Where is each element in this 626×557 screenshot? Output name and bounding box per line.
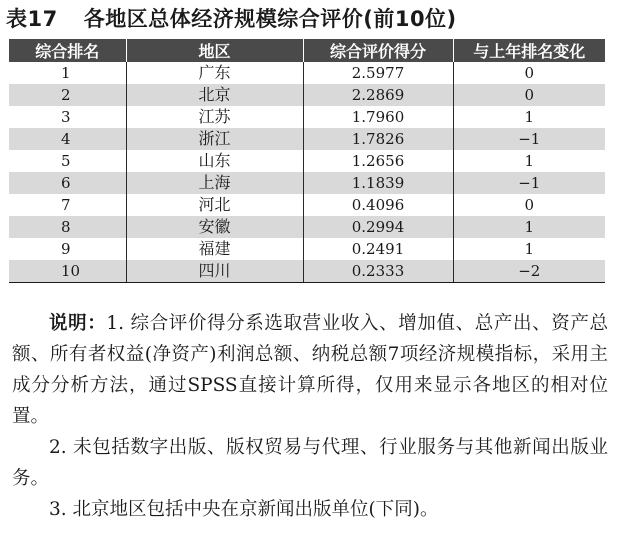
region-cell: 河北	[126, 194, 303, 216]
score-cell: 1.7960	[303, 106, 453, 128]
score-cell: 1.2656	[303, 150, 453, 172]
header-change: 与上年排名变化	[453, 39, 605, 62]
note-1-text: 1. 综合评价得分系选取营业收入、增加值、总产出、资产总额、所有者权益(净资产)利润总额、纳税总额7项经济规模指标，采用主成分分析方法，通过SPSS直接计算所得，仅用来显示各地区的相对位置。	[12, 313, 608, 427]
table-row	[9, 238, 605, 260]
score-cell: 0.4096	[303, 194, 453, 216]
table-row	[9, 106, 605, 128]
table-row	[9, 260, 605, 283]
region-cell: 江苏	[126, 106, 303, 128]
note-3: 3. 北京地区包括中央在京新闻出版单位(下同)。	[49, 499, 439, 520]
header-rank: 综合排名	[9, 39, 126, 62]
score-cell: 2.2869	[303, 84, 453, 106]
change-cell: 1	[453, 238, 605, 260]
change-cell: −2	[453, 260, 605, 283]
rank-cell: 5	[9, 150, 126, 172]
rank-cell: 6	[9, 172, 126, 194]
ranking-table	[9, 39, 605, 283]
table-notes	[12, 308, 608, 525]
change-cell: −1	[453, 128, 605, 150]
table-row	[9, 150, 605, 172]
rank-cell: 1	[9, 62, 126, 84]
change-cell: 1	[453, 106, 605, 128]
rank-cell: 8	[9, 216, 126, 238]
header-row	[9, 39, 605, 62]
change-cell: 0	[453, 84, 605, 106]
header-region: 地区	[126, 39, 303, 62]
score-cell: 0.2333	[303, 260, 453, 283]
change-cell: 0	[453, 194, 605, 216]
rank-cell: 2	[9, 84, 126, 106]
table-caption: 各地区总体经济规模综合评价(前10位)	[83, 7, 457, 31]
change-cell: −1	[453, 172, 605, 194]
rank-cell: 7	[9, 194, 126, 216]
table-row	[9, 128, 605, 150]
table-row	[9, 172, 605, 194]
rank-cell: 10	[9, 260, 126, 283]
score-cell: 2.5977	[303, 62, 453, 84]
notes-lead: 说明：	[49, 313, 107, 334]
rank-cell: 4	[9, 128, 126, 150]
rank-cell: 9	[9, 238, 126, 260]
table-row	[9, 194, 605, 216]
region-cell: 山东	[126, 150, 303, 172]
region-cell: 安徽	[126, 216, 303, 238]
table-row	[9, 62, 605, 84]
region-cell: 北京	[126, 84, 303, 106]
region-cell: 福建	[126, 238, 303, 260]
change-cell: 1	[453, 216, 605, 238]
score-cell: 0.2491	[303, 238, 453, 260]
note-2: 2. 未包括数字出版、版权贸易与代理、行业服务与其他新闻出版业务。	[12, 437, 608, 489]
rank-cell: 3	[9, 106, 126, 128]
region-cell: 浙江	[126, 128, 303, 150]
region-cell: 上海	[126, 172, 303, 194]
score-cell: 1.7826	[303, 128, 453, 150]
change-cell: 1	[453, 150, 605, 172]
table-number: 表17	[6, 7, 58, 31]
table-title	[6, 4, 620, 34]
table-row	[9, 84, 605, 106]
score-cell: 0.2994	[303, 216, 453, 238]
table-row	[9, 216, 605, 238]
header-score: 综合评价得分	[303, 39, 453, 62]
score-cell: 1.1839	[303, 172, 453, 194]
change-cell: 0	[453, 62, 605, 84]
region-cell: 广东	[126, 62, 303, 84]
region-cell: 四川	[126, 260, 303, 283]
note-1	[12, 308, 608, 432]
